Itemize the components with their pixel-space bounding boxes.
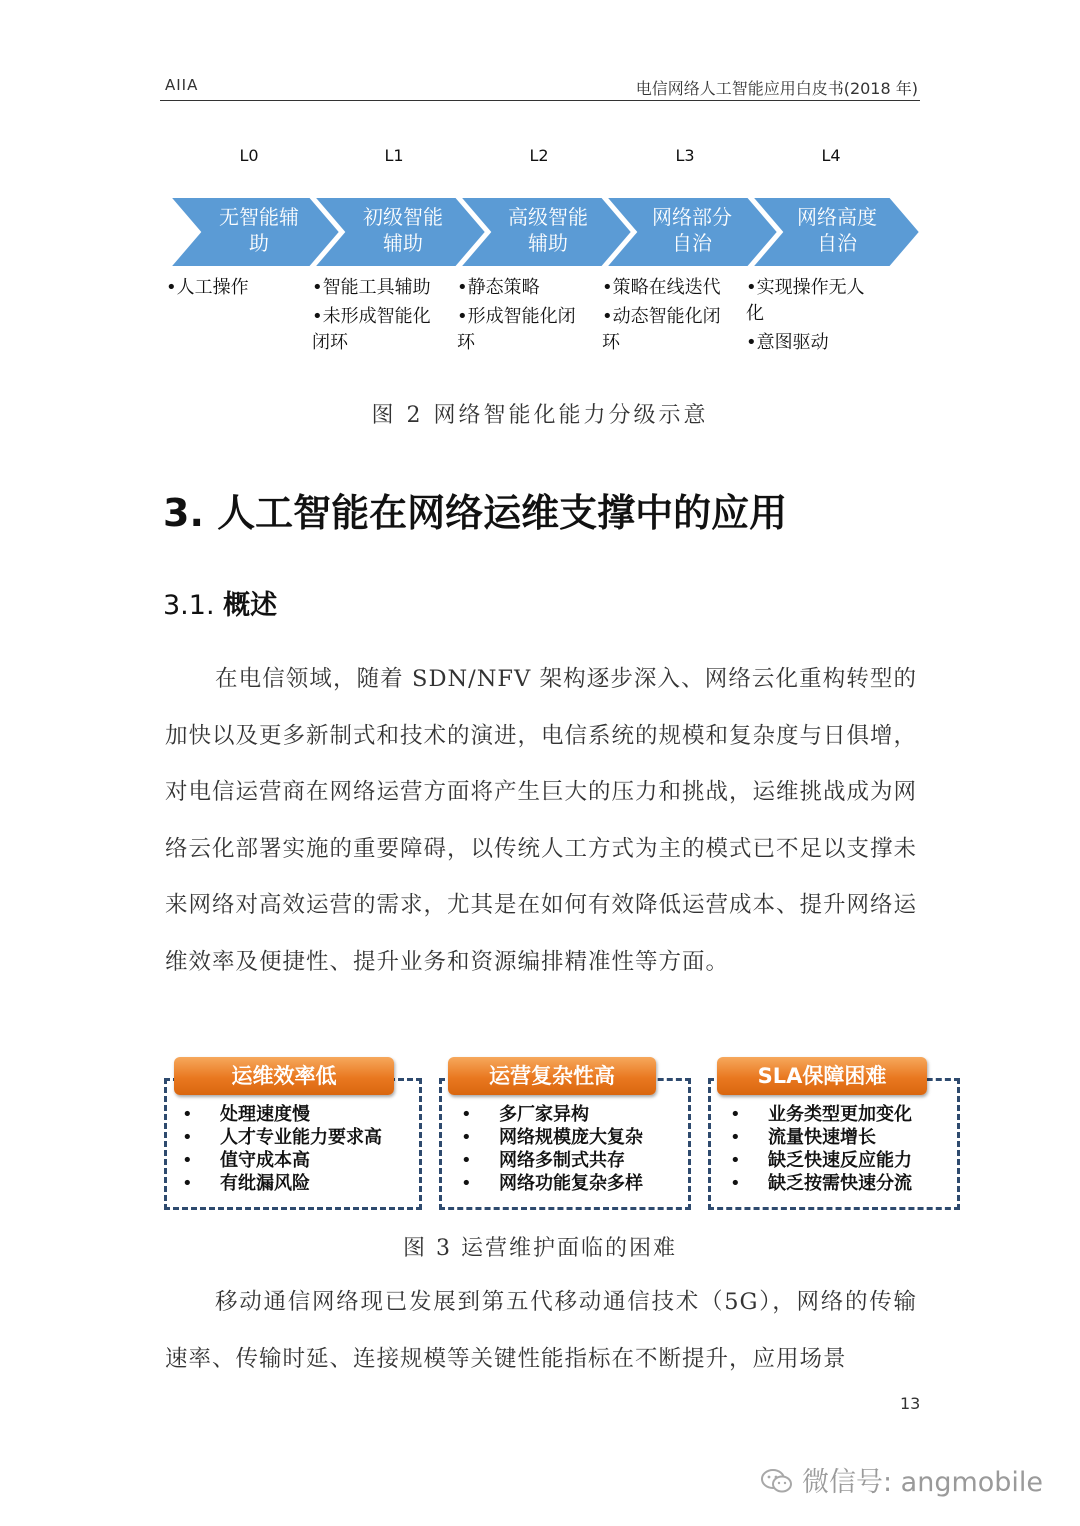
list-item: • 多厂家异构 <box>461 1104 589 1125</box>
list-item: •未形成智能化闭环 <box>312 306 431 353</box>
difficulty-tag: 运营复杂性高 <box>448 1057 656 1095</box>
list-item: • 值守成本高 <box>182 1150 310 1171</box>
list-item: •形成智能化闭环 <box>457 306 576 353</box>
difficulty-tag: SLA保障困难 <box>717 1057 927 1095</box>
difficulty-list <box>174 1103 414 1195</box>
list-item: • 处理速度慢 <box>182 1104 310 1125</box>
level-label: L3 <box>675 146 695 165</box>
body-paragraph: 移动通信网络现已发展到第五代移动通信技术（5G），网络的传输速率、传输时延、连接规模等关键性能指标在不断提升，应用场景 <box>165 1289 917 1372</box>
list-item: • 缺乏快速反应能力 <box>730 1150 912 1171</box>
level-feature-list <box>312 275 447 359</box>
bullet-icon: • <box>730 1127 741 1148</box>
difficulty-list <box>722 1103 952 1195</box>
header-divider <box>160 100 920 101</box>
bullet-icon: • <box>182 1127 193 1148</box>
level-label: L2 <box>529 146 549 165</box>
section-heading: 3. 人工智能在网络运维支撑中的应用 <box>163 491 788 535</box>
figure-caption: 图 2 网络智能化能力分级示意 <box>371 403 709 428</box>
list-item: •意图驱动 <box>746 332 829 353</box>
subsection-number: 3.1. <box>163 590 215 621</box>
wechat-icon <box>760 1468 794 1494</box>
chevron-label: 初级智能 辅助 <box>363 205 443 255</box>
bullet-icon: • <box>730 1104 741 1125</box>
bullet-icon: • <box>461 1173 472 1194</box>
page-number: 13 <box>900 1394 921 1413</box>
difficulty-list <box>453 1103 683 1195</box>
difficulty-tag: 运维效率低 <box>174 1057 394 1095</box>
list-item: • 网络规模庞大复杂 <box>461 1127 643 1148</box>
level-label: L4 <box>821 146 841 165</box>
list-item: •人工操作 <box>166 277 249 298</box>
chevron-label: 高级智能 辅助 <box>508 205 588 255</box>
bullet-icon: • <box>461 1150 472 1171</box>
bullet-icon: • <box>182 1104 193 1125</box>
header-left: AIIA <box>165 76 199 94</box>
bullet-icon: • <box>461 1127 472 1148</box>
subsection-heading <box>163 583 277 622</box>
level-label: L0 <box>239 146 259 165</box>
level-feature-list <box>457 275 592 359</box>
chevron-label: 网络部分 自治 <box>652 205 732 255</box>
bullet-icon: • <box>730 1173 741 1194</box>
level-feature-list <box>166 275 301 304</box>
bullet-icon: • <box>182 1173 193 1194</box>
subsection-title: 概述 <box>223 590 278 621</box>
bullet-icon: • <box>461 1104 472 1125</box>
list-item: • 人才专业能力要求高 <box>182 1127 382 1148</box>
chevron-label: 网络高度 自治 <box>797 205 877 255</box>
list-item: • 缺乏按需快速分流 <box>730 1173 912 1194</box>
header-right: 电信网络人工智能应用白皮书(2018 年) <box>635 79 918 98</box>
list-item: • 网络功能复杂多样 <box>461 1173 643 1194</box>
watermark <box>760 1460 1043 1499</box>
list-item: • 业务类型更加变化 <box>730 1104 912 1125</box>
bullet-icon: • <box>182 1150 193 1171</box>
list-item: • 流量快速增长 <box>730 1127 876 1148</box>
list-item: •策略在线迭代 <box>602 277 721 298</box>
list-item: • 有纰漏风险 <box>182 1173 310 1194</box>
bullet-icon: • <box>730 1150 741 1171</box>
list-item: •动态智能化闭环 <box>602 306 721 353</box>
body-paragraph: 在电信领域，随着 SDN/NFV 架构逐步深入、网络云化重构转型的加快以及更多新制式和技术的演进，电信系统的规模和复杂度与日俱增，对电信运营商在网络运营方面将产生巨大的压力和挑战，运维挑战成为网络云化部署实施的重要障碍，以传统人工方式为主的模式已不足以支撑未来网络对高效运营的需求，尤其是在如何有效降低运营成本、提升网络运维效率及便捷性、提升业务和资源编排精准性等方面。 <box>165 666 918 975</box>
level-label: L1 <box>384 146 404 165</box>
chevron-label: 无智能辅 助 <box>219 205 299 255</box>
list-item: •智能工具辅助 <box>312 277 431 298</box>
list-item: •实现操作无人化 <box>746 277 865 324</box>
list-item: • 网络多制式共存 <box>461 1150 625 1171</box>
level-feature-list <box>602 275 737 359</box>
figure-caption: 图 3 运营维护面临的困难 <box>403 1236 677 1261</box>
list-item: •静态策略 <box>457 277 540 298</box>
level-feature-list <box>746 275 881 359</box>
watermark-text: 微信号: angmobile <box>802 1467 1044 1498</box>
